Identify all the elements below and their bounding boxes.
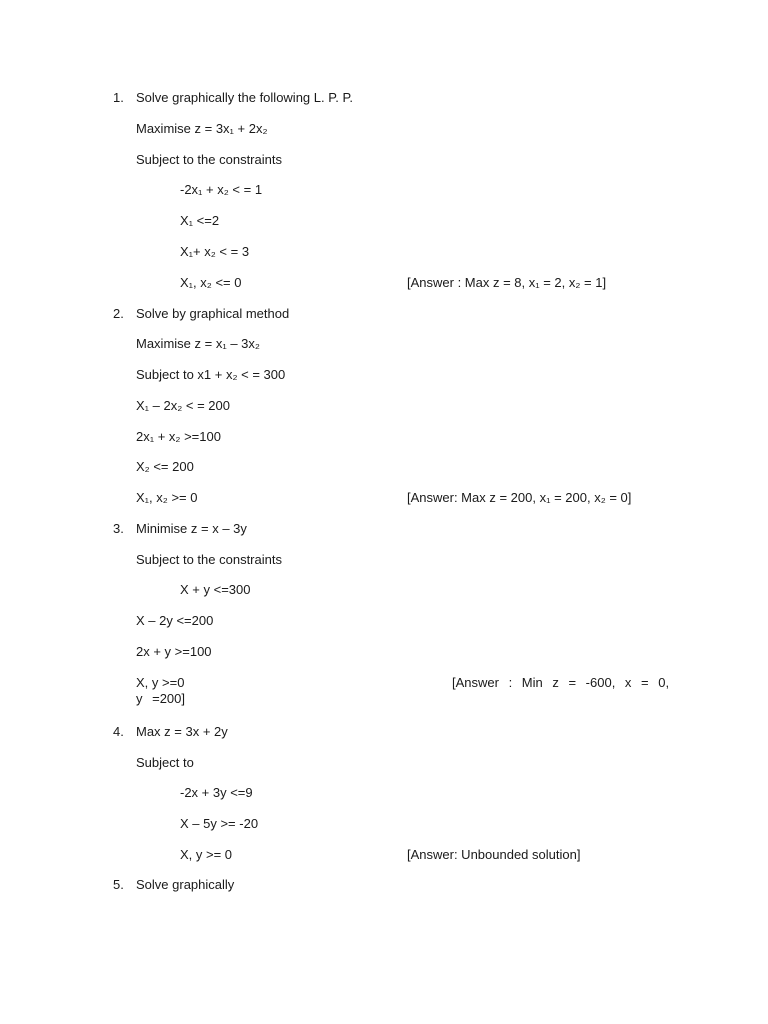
problem-4-number: 4. [113, 724, 124, 739]
problem-1-answer: [Answer : Max z = 8, x₁ = 2, x₂ = 1] [407, 275, 607, 290]
problem-1-subject-to: Subject to the constraints [136, 152, 282, 167]
problem-3-constraint: 2x + y >=100 [136, 644, 212, 659]
problem-2-title: Solve by graphical method [136, 306, 290, 321]
problem-4-constraint: -2x + 3y <=9 [180, 785, 253, 800]
problem-4-constraint: X – 5y >= -20 [180, 816, 259, 831]
problem-4-objective: Max z = 3x + 2y [136, 724, 228, 739]
problem-4-answer: [Answer: Unbounded solution] [407, 847, 581, 862]
problem-2-constraint: X₂ <= 200 [136, 459, 194, 474]
problem-5-number: 5. [113, 877, 124, 892]
problem-3-subject-to: Subject to the constraints [136, 552, 282, 567]
problem-1-nonnegativity: X₁, x₂ <= 0 [180, 275, 242, 290]
problem-2-constraint: X₁ – 2x₂ < = 200 [136, 398, 230, 413]
problem-3-nonnegativity: X, y >=0 [136, 675, 185, 690]
problem-3-answer: [Answer : Min z = -600, x = 0, y =200] [136, 675, 670, 706]
problem-1-constraint: -2x₁ + x₂ < = 1 [180, 182, 263, 197]
problem-1-constraint: X₁ <=2 [180, 213, 220, 228]
problem-1-constraint: X₁+ x₂ < = 3 [180, 244, 250, 259]
problem-2-subject-to: Subject to x1 + x₂ < = 300 [136, 367, 286, 382]
problem-4-nonnegativity: X, y >= 0 [180, 847, 233, 862]
problem-3-answer-line [136, 675, 678, 707]
problem-3-objective: Minimise z = x – 3y [136, 521, 247, 536]
problem-2-constraint: 2x₁ + x₂ >=100 [136, 429, 221, 444]
problem-2-answer: [Answer: Max z = 200, x₁ = 200, x₂ = 0] [407, 490, 632, 505]
problem-1-title: Solve graphically the following L. P. P. [136, 90, 354, 105]
problem-3-constraint: X + y <=300 [180, 582, 251, 597]
problem-4-subject-to: Subject to [136, 755, 194, 770]
problem-2-nonnegativity: X₁, x₂ >= 0 [136, 490, 198, 505]
problem-5-title: Solve graphically [136, 877, 235, 892]
problem-3-constraint: X – 2y <=200 [136, 613, 214, 628]
problem-1-number: 1. [113, 90, 124, 105]
problem-3-number: 3. [113, 521, 124, 536]
problem-1-objective: Maximise z = 3x₁ + 2x₂ [136, 121, 268, 136]
problem-2-objective: Maximise z = x₁ – 3x₂ [136, 336, 260, 351]
problem-2-number: 2. [113, 306, 124, 321]
